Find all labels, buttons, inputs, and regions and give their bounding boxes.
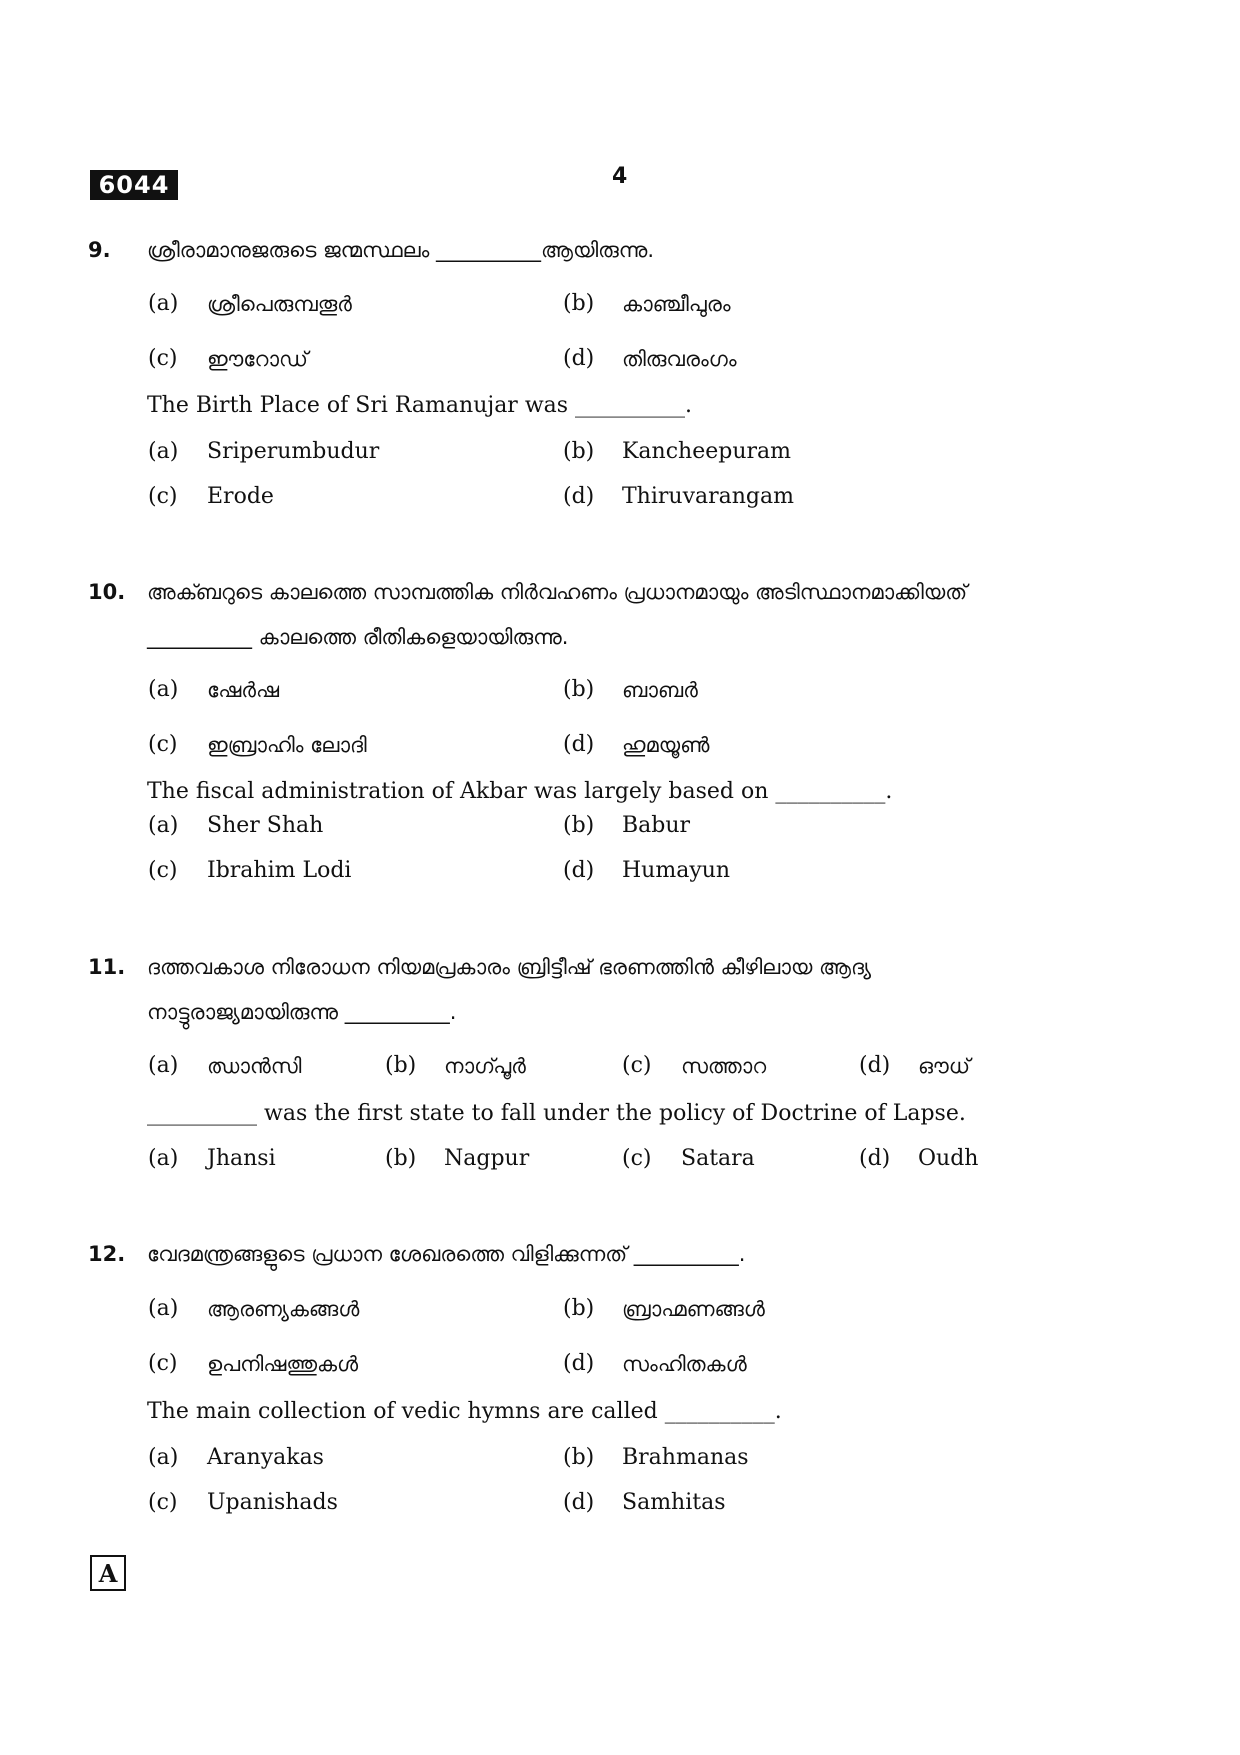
paper-code: 6044 <box>90 170 178 200</box>
question-stem-ml-line-2: നാട്ടുരാജ്യമായിരുന്നു __________. <box>147 1000 457 1024</box>
option-en-d: Samhitas <box>622 1490 726 1515</box>
option-en-b: Nagpur <box>444 1146 530 1171</box>
option-label: (b) <box>563 439 595 464</box>
option-label: (a) <box>148 1146 179 1171</box>
option-label: (d) <box>563 858 595 883</box>
option-label: (c) <box>622 1146 652 1171</box>
option-en-c: Erode <box>207 484 274 509</box>
question-stem-en: The main collection of vedic hymns are called __________. <box>147 1399 782 1424</box>
question-stem-ml-line-1: അക്ബറുടെ കാലത്തെ സാമ്പത്തിക നിർവഹണം പ്രധാനമായും അടിസ്ഥാനമാക്കിയത് <box>147 580 968 604</box>
option-label: (c) <box>148 346 178 371</box>
option-label: (a) <box>148 1053 179 1078</box>
option-ml-a: ശ്രീപെരുമ്പതൂർ <box>207 292 352 316</box>
option-label: (a) <box>148 439 179 464</box>
option-en-b: Brahmanas <box>622 1445 749 1470</box>
option-label: (b) <box>563 677 595 702</box>
option-label: (b) <box>563 291 595 316</box>
question-stem-ml-line-2: __________ കാലത്തെ രീതികളെയായിരുന്നു. <box>147 625 569 649</box>
option-ml-b: ബാബർ <box>622 678 698 702</box>
option-en-a: Aranyakas <box>207 1445 324 1470</box>
option-en-c: Satara <box>681 1146 755 1171</box>
option-ml-c: സത്താറ <box>681 1054 767 1078</box>
option-en-a: Sriperumbudur <box>207 439 380 464</box>
option-ml-d: ഹുമയൂൺ <box>622 733 710 757</box>
option-ml-b: കാഞ്ചീപുരം <box>622 292 731 316</box>
option-label: (b) <box>563 1445 595 1470</box>
option-label: (d) <box>859 1146 891 1171</box>
question-number: 11. <box>88 955 126 979</box>
option-ml-c: ഈറോഡ് <box>207 347 309 371</box>
option-ml-d: ഔധ് <box>918 1054 971 1078</box>
option-label: (d) <box>563 484 595 509</box>
option-label: (d) <box>563 732 595 757</box>
option-ml-b: ബ്രാഹ്മണങ്ങൾ <box>622 1297 765 1321</box>
option-label: (c) <box>148 484 178 509</box>
option-label: (d) <box>563 1351 595 1376</box>
version-label-box: A <box>90 1555 126 1591</box>
question-stem-ml-line-1: ദത്തവകാശ നിരോധന നിയമപ്രകാരം ബ്രിട്ടീഷ് ഭരണത്തിൻ കീഴിലായ ആദ്യ <box>147 955 871 979</box>
option-ml-b: നാഗ്പൂർ <box>444 1054 526 1078</box>
option-label: (d) <box>859 1053 891 1078</box>
option-label: (b) <box>385 1053 417 1078</box>
option-label: (a) <box>148 677 179 702</box>
question-stem-ml: വേദമന്ത്രങ്ങളുടെ പ്രധാന ശേഖരത്തെ വിളിക്കുന്നത് __________. <box>147 1242 746 1266</box>
option-en-a: Jhansi <box>207 1146 276 1171</box>
question-stem-en: The Birth Place of Sri Ramanujar was __________. <box>147 393 693 418</box>
option-en-b: Babur <box>622 813 691 838</box>
option-label: (d) <box>563 1490 595 1515</box>
option-label: (b) <box>385 1146 417 1171</box>
option-label: (b) <box>563 813 595 838</box>
option-ml-d: തിരുവരംഗം <box>622 347 737 371</box>
option-ml-a: ആരണ്യകങ്ങൾ <box>207 1297 360 1321</box>
question-stem-en: __________ was the first state to fall under the policy of Doctrine of Lapse. <box>147 1101 966 1126</box>
option-en-c: Ibrahim Lodi <box>207 858 352 883</box>
option-ml-d: സംഹിതകൾ <box>622 1352 747 1376</box>
option-ml-c: ഉപനിഷത്തുകൾ <box>207 1352 359 1376</box>
page-number: 4 <box>612 164 628 189</box>
option-en-c: Upanishads <box>207 1490 338 1515</box>
question-number: 12. <box>88 1242 126 1266</box>
option-en-a: Sher Shah <box>207 813 324 838</box>
option-label: (c) <box>622 1053 652 1078</box>
option-label: (c) <box>148 1351 178 1376</box>
option-en-d: Humayun <box>622 858 731 883</box>
question-number: 10. <box>88 580 126 604</box>
option-en-d: Thiruvarangam <box>622 484 794 509</box>
option-label: (c) <box>148 732 178 757</box>
question-stem-ml: ശ്രീരാമാനുജരുടെ ജന്മസ്ഥലം __________ആയിരുന്നു. <box>147 238 655 262</box>
option-label: (a) <box>148 1445 179 1470</box>
option-ml-a: ഝാൻസി <box>207 1054 302 1078</box>
option-ml-c: ഇബ്രാഹിം ലോദി <box>207 733 367 757</box>
option-label: (a) <box>148 813 179 838</box>
option-label: (d) <box>563 346 595 371</box>
option-en-d: Oudh <box>918 1146 979 1171</box>
option-en-b: Kancheepuram <box>622 439 791 464</box>
option-label: (b) <box>563 1296 595 1321</box>
option-label: (a) <box>148 1296 179 1321</box>
option-ml-a: ഷേർഷ <box>207 678 280 702</box>
question-stem-en: The fiscal administration of Akbar was largely based on __________. <box>147 779 893 804</box>
question-number: 9. <box>88 238 111 262</box>
option-label: (a) <box>148 291 179 316</box>
option-label: (c) <box>148 1490 178 1515</box>
option-label: (c) <box>148 858 178 883</box>
